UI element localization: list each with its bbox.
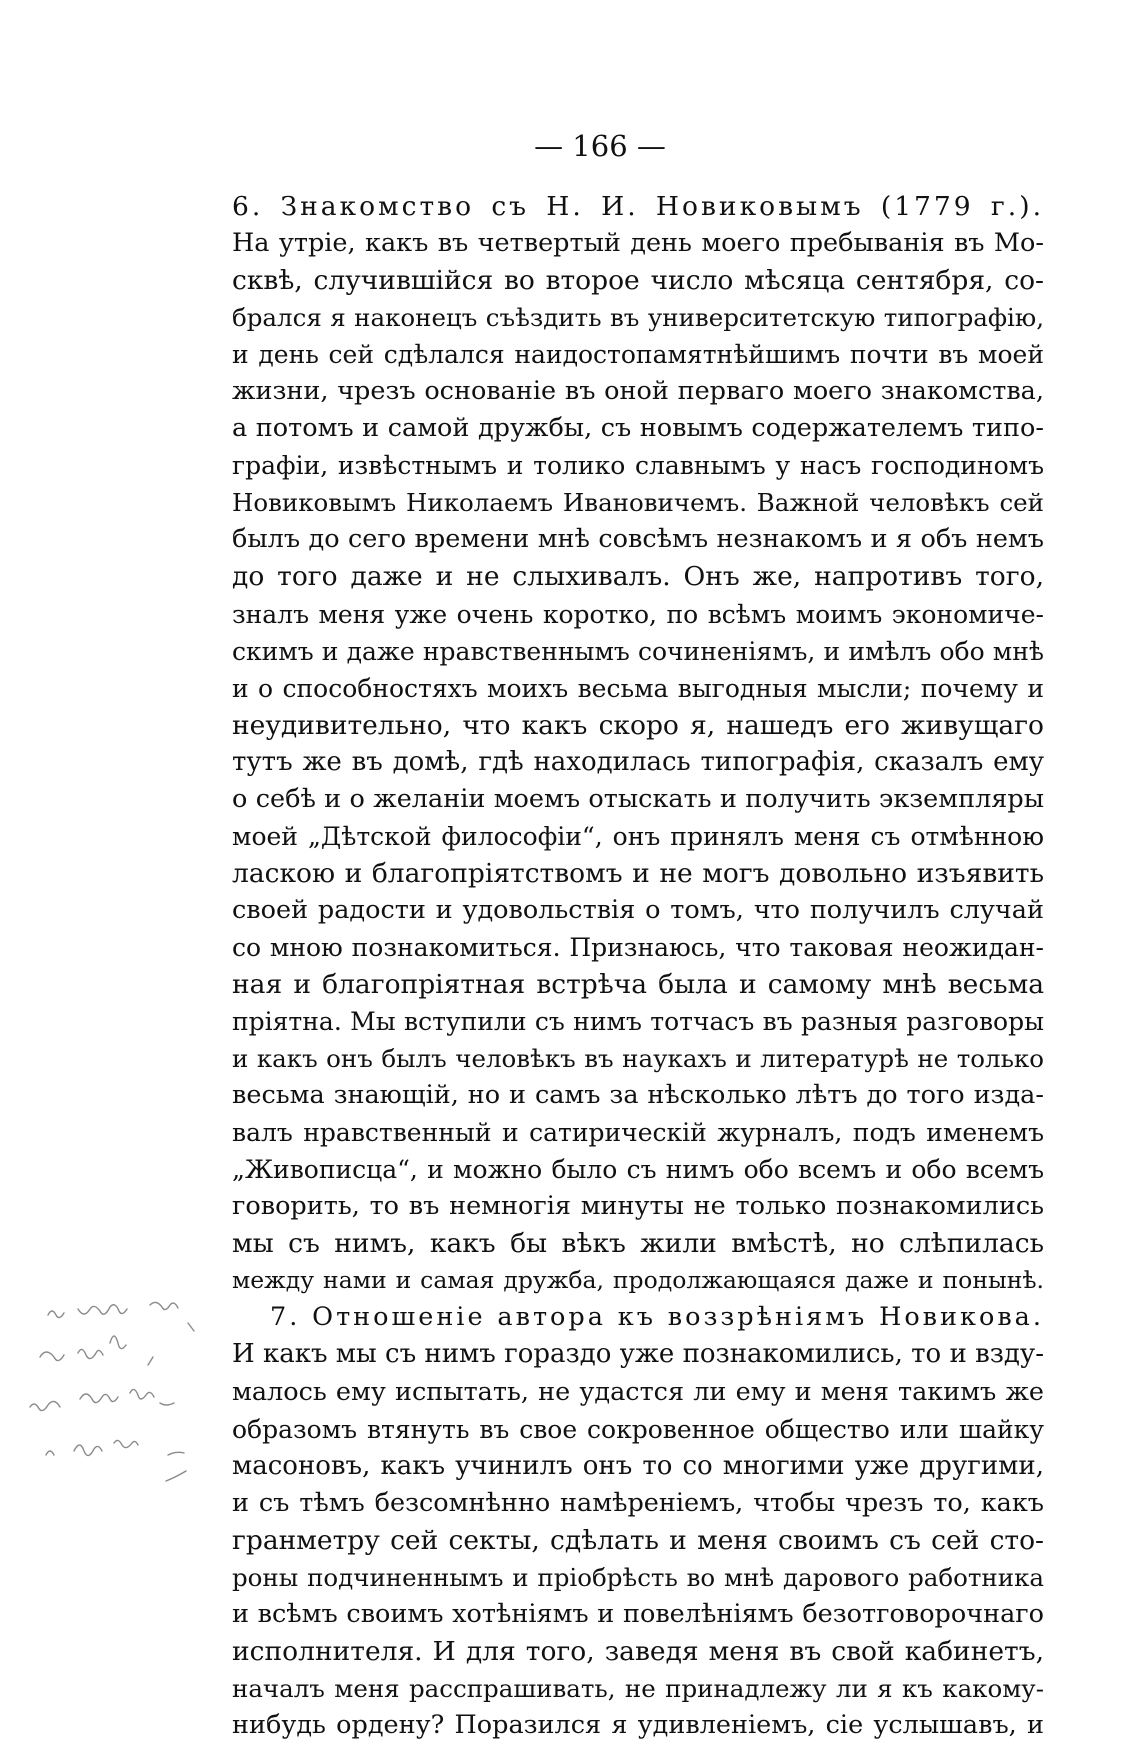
text-line: и какъ онъ былъ человѣкъ въ наукахъ и литературѣ не только <box>232 1044 1044 1074</box>
text-line: со мною познакомиться. Признаюсь, что таковая неожидан- <box>232 932 1044 962</box>
text-line: пріятна. Мы вступили съ нимъ тотчасъ въ разныя разговоры <box>232 1007 1044 1037</box>
text-line: образомъ втянуть въ свое сокровенное общество или шайку <box>232 1414 1044 1444</box>
text-line: началъ меня расспрашивать, не принадлежу ли я къ какому- <box>232 1673 1044 1703</box>
text-line: мы съ нимъ, какъ бы вѣкъ жили вмѣстѣ, но слѣпилась <box>232 1228 1044 1260</box>
text-line: исполнителя. И для того, заведя меня въ свой кабинетъ, <box>232 1635 1044 1667</box>
text-line: валъ нравственный и сатирическій журналъ, подъ именемъ <box>232 1118 1044 1148</box>
text-line: роны подчиненнымъ и пріобрѣсть во мнѣ дарового работника <box>232 1562 1044 1592</box>
text-line: „Живописца“, и можно было съ нимъ обо всемъ и обо всемъ <box>232 1155 1044 1185</box>
text-line: ная и благопріятная встрѣча была и самому мнѣ весьма <box>232 968 1044 1000</box>
text-line: 7. Отношеніе автора къ воззрѣніямъ Новикова. <box>270 1302 1044 1333</box>
text-line: гранметру сей секты, сдѣлать и меня своимъ съ сей сто- <box>232 1524 1044 1556</box>
text-line: и съ тѣмъ безсомнѣнно намѣреніемъ, чтобы чрезъ то, какъ <box>232 1487 1044 1518</box>
text-line: своей радости и удовольствія о томъ, что получилъ случай <box>232 894 1044 925</box>
text-line: и всѣмъ своимъ хотѣніямъ и повелѣніямъ безотговорочнаго <box>232 1598 1044 1629</box>
pencil-scribble-icon <box>18 1295 218 1515</box>
text-line: брался я наконецъ съѣздить въ университетскую типографію, <box>232 303 1044 333</box>
text-line: Новиковымъ Николаемъ Ивановичемъ. Важной человѣкъ сей <box>232 488 1044 518</box>
text-line: зналъ меня уже очень коротко, по всѣмъ моимъ экономиче- <box>232 599 1044 629</box>
text-line: а потомъ и самой дружбы, съ новымъ содержателемъ типо- <box>232 413 1044 444</box>
text-line: ласкою и благопріятствомъ и не могъ довольно изъявить <box>232 857 1044 889</box>
text-line: весьма знающій, но и самъ за нѣсколько лѣтъ до того изда- <box>232 1080 1044 1111</box>
text-line: былъ до сего времени мнѣ совсѣмъ незнакомъ и я объ немъ <box>232 524 1044 555</box>
text-line: малось ему испытать, не удастся ли ему и меня такимъ же <box>232 1376 1044 1407</box>
text-line: сквѣ, случившійся во второе число мѣсяца сентября, со- <box>232 265 1044 297</box>
text-line: неудивительно, что какъ скоро я, нашедъ его живущаго <box>232 709 1044 741</box>
text-line: нибудь ордену? Поразился я удивленіемъ, сіе услышавъ, и <box>232 1709 1044 1740</box>
text-line: скимъ и даже нравственнымъ сочиненіямъ, и имѣлъ обо мнѣ <box>232 636 1044 666</box>
text-line: до того даже и не слыхивалъ. Онъ же, напротивъ того, <box>232 561 1044 593</box>
text-line: и о способностяхъ моихъ весьма выгодныя мысли; почему и <box>232 673 1044 703</box>
text-line: масоновъ, какъ учинилъ онъ то со многими уже другими, <box>232 1450 1044 1481</box>
body-text <box>232 188 1044 1744</box>
text-line: графіи, извѣстнымъ и толико славнымъ у насъ господиномъ <box>232 451 1044 481</box>
text-line: И какъ мы съ нимъ гораздо уже познакомились, то и взду- <box>232 1339 1044 1370</box>
text-line: моей „Дѣтской философіи“, онъ принялъ меня съ отмѣнною <box>232 821 1044 851</box>
text-line: о себѣ и о желаніи моемъ отыскать и получить экземпляры <box>232 783 1044 814</box>
text-line: тутъ же въ домѣ, гдѣ находилась типографія, сказалъ ему <box>232 746 1044 777</box>
text-line: и день сей сдѣлался наидостопамятнѣйшимъ почти въ моей <box>232 340 1044 370</box>
text-line: жизни, чрезъ основаніе въ оной перваго моего знакомства, <box>232 376 1044 407</box>
handwritten-margin-notes <box>18 1295 218 1515</box>
text-line: между нами и самая дружба, продолжающаяся даже и понынѣ. <box>232 1266 1044 1295</box>
page-number: — 166 — <box>534 129 666 163</box>
text-line: На утріе, какъ въ четвертый день моего пребыванія въ Мо- <box>232 228 1044 259</box>
text-line: 6. Знакомство съ Н. И. Новиковымъ (1779 г.). <box>232 191 1044 222</box>
text-line: говорить, то въ немногія минуты не только познакомились <box>232 1191 1044 1222</box>
